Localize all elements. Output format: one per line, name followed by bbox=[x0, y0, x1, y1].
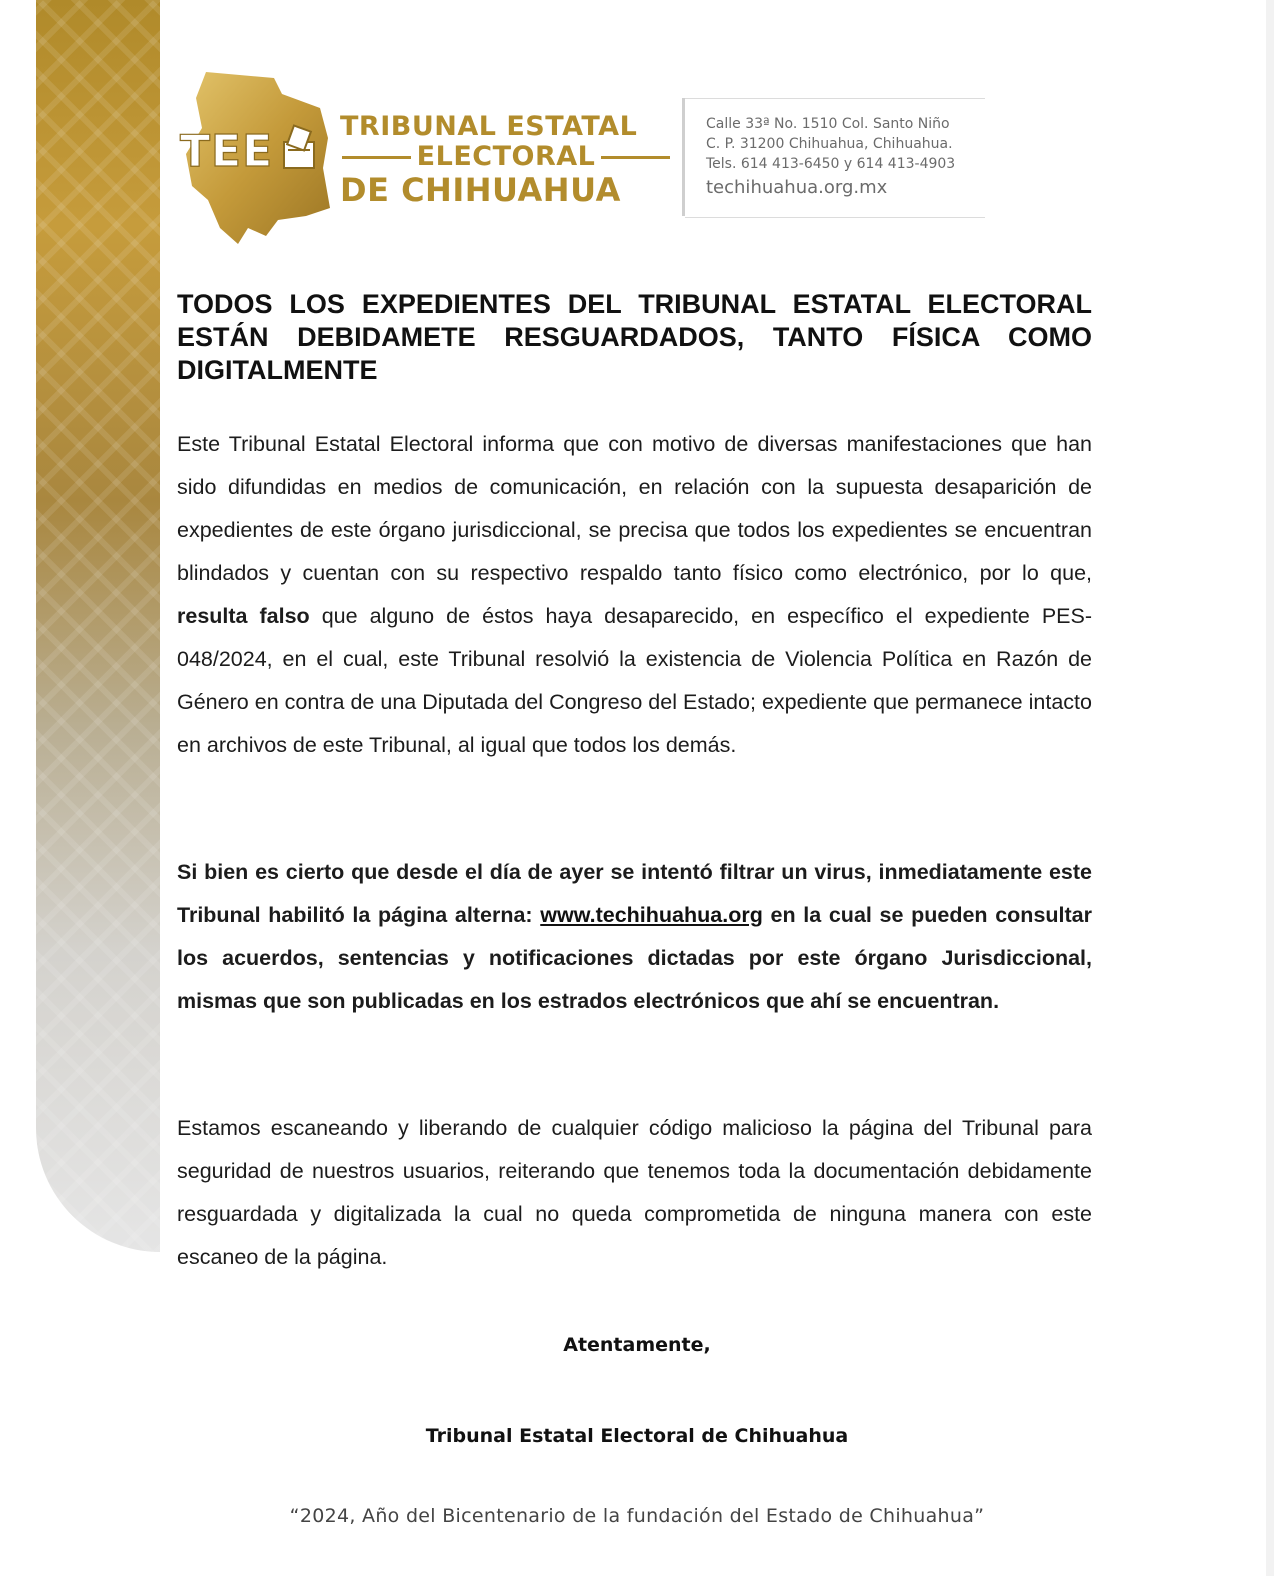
footer-motto: “2024, Año del Bicentenario de la fundación del Estado de Chihuahua” bbox=[289, 1505, 985, 1527]
paragraph-2 bbox=[177, 851, 1092, 1023]
contact-block bbox=[706, 114, 955, 201]
header-divider bbox=[682, 98, 685, 216]
paragraph-1-text-b: que alguno de éstos haya desaparecido, en específico el expediente PES-048/2024, en el cual, este Tribunal resolvió la existencia de Violencia Política en Razón de Género en contra de una Diputada del Congreso del Estado; expediente que permanece intacto en archivos de este Tribunal, al igual que todos los demás. bbox=[177, 604, 1092, 757]
name-line-2-row bbox=[342, 142, 670, 172]
paragraph-1-text-a: Este Tribunal Estatal Electoral informa que con motivo de diversas manifestaciones que han sido difundidas en medios de comunicación, en relación con la supuesta desaparición de expedientes de este órgano jurisdiccional, se precisa que todos los expedientes se encuentran blindados y cuentan con su respectivo respaldo tanto físico como electrónico, por lo que, bbox=[177, 432, 1092, 585]
headline: TODOS LOS EXPEDIENTES DEL TRIBUNAL ESTATAL ELECTORAL ESTÁN DEBIDAMETE RESGUARDADOS, TANTO FÍSICA COMO DIGITALMENTE bbox=[177, 289, 1092, 385]
rule-left bbox=[342, 156, 411, 159]
paragraph-1-bold: resulta falso bbox=[177, 604, 310, 628]
paragraph-2-text-b: en la cual se pueden consultar los acuerdos, sentencias y notificaciones dictadas por este órgano Jurisdiccional, mismas que son publicadas en los estrados electrónicos que ahí se encuentran. bbox=[177, 903, 1092, 1013]
closing-salutation: Atentamente, bbox=[563, 1334, 711, 1356]
header-divider-top bbox=[685, 98, 985, 99]
decorative-gold-band bbox=[36, 0, 160, 1252]
logo-letters: TEE bbox=[180, 126, 274, 177]
paragraph-3: Estamos escaneando y liberando de cualquier código malicioso la página del Tribunal para seguridad de nuestros usuarios, reiterando que tenemos toda la documentación debidamente resguardada y digitalizada la cual no queda comprometida de ninguna manera con este escaneo de la página. bbox=[177, 1116, 1092, 1269]
name-line-3: DE CHIHUAHUA bbox=[340, 171, 621, 209]
address-line-1: Calle 33ª No. 1510 Col. Santo Niño bbox=[706, 116, 950, 132]
paragraph-2-text-a: Si bien es cierto que desde el día de ayer se intentó filtrar un virus, inmediatamente este Tribunal habilitó la página alterna: bbox=[177, 860, 1092, 927]
rule-right bbox=[601, 156, 670, 159]
paragraph-1 bbox=[177, 423, 1092, 767]
tribunal-name-wordmark bbox=[340, 112, 670, 208]
name-line-2: ELECTORAL bbox=[416, 141, 596, 172]
header-divider-bottom bbox=[685, 217, 985, 218]
signature: Tribunal Estatal Electoral de Chihuahua bbox=[425, 1425, 849, 1447]
address-line-2: C. P. 31200 Chihuahua, Chihuahua. bbox=[706, 136, 953, 152]
tribunal-logo-emblem bbox=[178, 68, 338, 248]
name-line-1: TRIBUNAL ESTATAL bbox=[340, 111, 638, 142]
alternate-site-link[interactable]: www.techihuahua.org bbox=[540, 903, 763, 927]
website-link[interactable]: techihuahua.org.mx bbox=[706, 177, 888, 198]
phone-numbers: Tels. 614 413-6450 y 614 413-4903 bbox=[706, 156, 956, 172]
